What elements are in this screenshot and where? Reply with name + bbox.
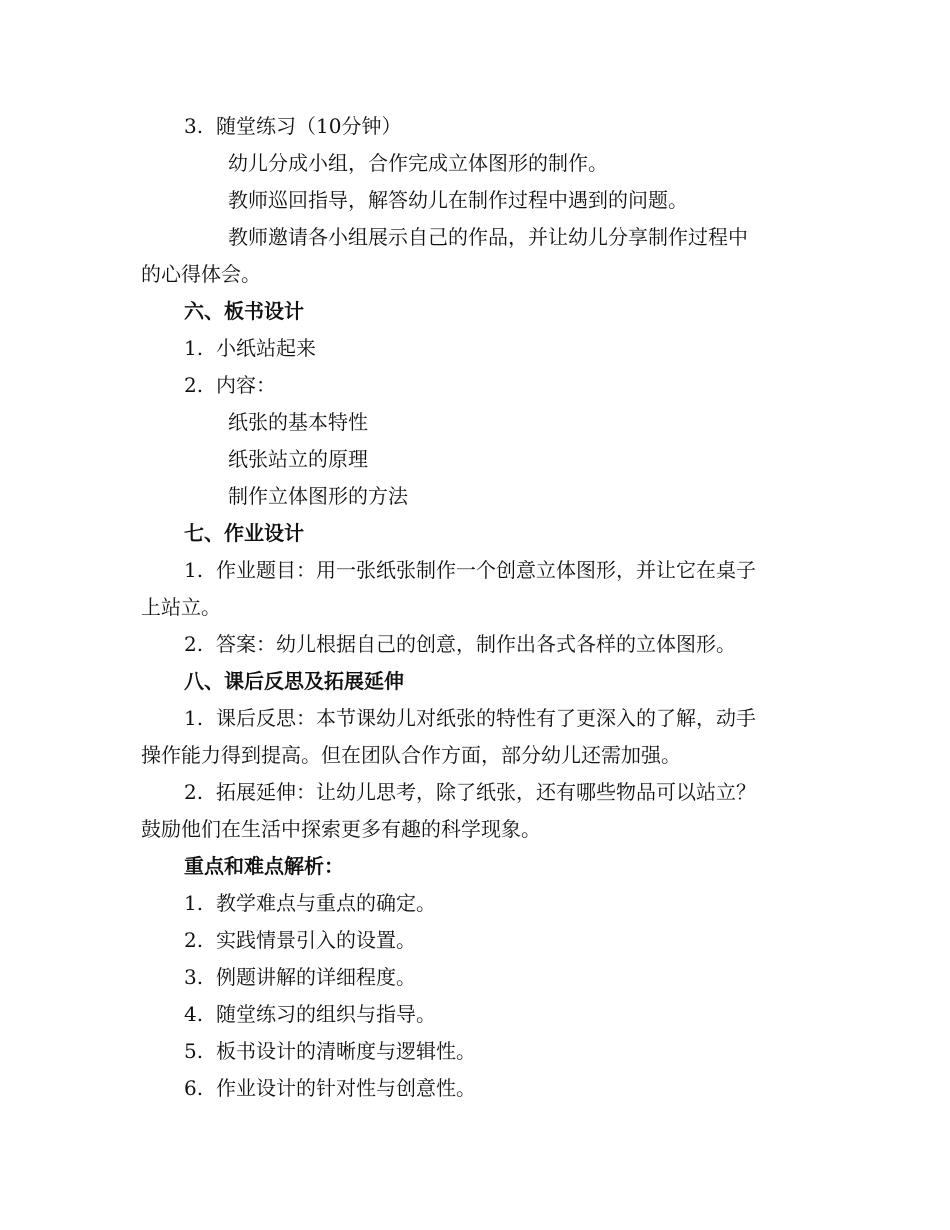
section-heading: 重点和难点解析：: [184, 854, 344, 878]
list-item: [184, 330, 316, 367]
paragraph-continuation: 上站立。: [141, 595, 221, 619]
item-text: 板书设计的清晰度与逻辑性。: [216, 1039, 476, 1063]
item-text: 随堂练习（10分钟）: [216, 114, 402, 138]
item-number: 1.: [184, 891, 204, 915]
paragraph: 教师巡回指导，解答幼儿在制作过程中遇到的问题。: [228, 188, 688, 212]
item-number: 3.: [184, 965, 204, 989]
paragraph-continuation: 操作能力得到提高。但在团队合作方面，部分幼儿还需加强。: [141, 743, 681, 767]
list-item: [184, 552, 756, 589]
list-item: [184, 626, 736, 663]
item-number: 5.: [184, 1039, 204, 1063]
item-number: 3.: [184, 114, 204, 138]
item-number: 1.: [184, 336, 204, 360]
item-number: 4.: [184, 1002, 204, 1026]
item-number: 1.: [184, 706, 204, 730]
list-item: [184, 1033, 476, 1070]
item-number: 6.: [184, 1076, 204, 1100]
list-item: [184, 996, 436, 1033]
item-number: 2.: [184, 632, 204, 656]
item-text: 拓展延伸：让幼儿思考，除了纸张，还有哪些物品可以站立？: [216, 780, 756, 804]
item-text: 答案：幼儿根据自己的创意，制作出各式各样的立体图形。: [216, 632, 736, 656]
item-text: 教学难点与重点的确定。: [216, 891, 436, 915]
sub-item: 纸张站立的原理: [228, 447, 368, 471]
item-text: 例题讲解的详细程度。: [216, 965, 416, 989]
item-text: 作业题目：用一张纸张制作一个创意立体图形，并让它在桌子: [216, 558, 756, 582]
paragraph-continuation: 鼓励他们在生活中探索更多有趣的科学现象。: [141, 817, 541, 841]
list-item: [184, 922, 416, 959]
item-number: 2.: [184, 928, 204, 952]
list-item: [184, 700, 756, 737]
section-heading: 七、作业设计: [184, 521, 304, 545]
item-text: 课后反思：本节课幼儿对纸张的特性有了更深入的了解，动手: [216, 706, 756, 730]
list-item: [184, 959, 416, 996]
list-item: [184, 1070, 476, 1107]
list-item: [184, 774, 756, 811]
list-item: [184, 367, 276, 404]
sub-item: 制作立体图形的方法: [228, 484, 408, 508]
paragraph-continuation: 的心得体会。: [141, 262, 261, 286]
sub-item: 纸张的基本特性: [228, 410, 368, 434]
item-number: 1.: [184, 558, 204, 582]
paragraph: 教师邀请各小组展示自己的作品，并让幼儿分享制作过程中: [228, 225, 748, 249]
paragraph: 幼儿分成小组，合作完成立体图形的制作。: [228, 151, 608, 175]
practice-heading: [184, 108, 401, 145]
item-text: 小纸站起来: [216, 336, 316, 360]
item-number: 2.: [184, 373, 204, 397]
item-text: 内容：: [216, 373, 276, 397]
item-text: 实践情景引入的设置。: [216, 928, 416, 952]
section-heading: 八、课后反思及拓展延伸: [184, 669, 404, 693]
item-text: 随堂练习的组织与指导。: [216, 1002, 436, 1026]
section-heading: 六、板书设计: [184, 299, 304, 323]
item-text: 作业设计的针对性与创意性。: [216, 1076, 476, 1100]
list-item: [184, 885, 436, 922]
item-number: 2.: [184, 780, 204, 804]
